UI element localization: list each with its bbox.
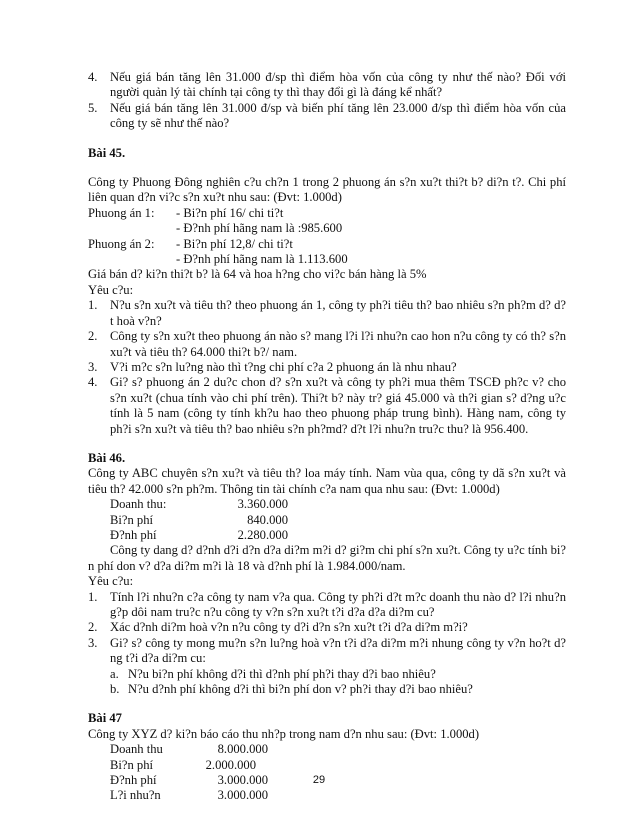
- list-number: 4.: [88, 375, 98, 390]
- list-text: Gi? s? công ty mong mu?n s?n lu?ng hoà v?n t?i d?a di?m m?i nhung công ty v?n ho?t d?ng t?i d?a di?m cu:: [110, 635, 566, 666]
- option-2-variable-cost: - Bi?n phí 12,8/ chi ti?t: [176, 236, 293, 251]
- sub-list-item: [110, 667, 566, 682]
- option-1-line-1: [88, 206, 566, 221]
- table-label: Đ?nh phí: [110, 773, 157, 788]
- option-1-fixed-cost: - Đ?nh phí hãng nam là :985.600: [176, 221, 343, 236]
- list-text: Công ty s?n xu?t theo phuong án nào s? mang l?i l?i nhu?n cao hon n?u công ty có th? s?n xu?t và tiêu th? 64.000 thi?t b?/ nam.: [110, 329, 566, 359]
- list-item: [88, 590, 566, 621]
- list-number: 3.: [88, 635, 98, 650]
- page-number: 29: [312, 774, 326, 786]
- table-value: 3.360.000: [237, 497, 288, 512]
- table-row: [110, 788, 566, 803]
- bai46-paragraph: Công ty dang d? d?nh d?i d?n d?a di?m m?i d? gi?m chi phí s?n xu?t. Công ty u?c tính bi?n phí don v? d?a di?m m?i là 18 và d?nh phí là 1.984.000/nam.: [88, 543, 566, 573]
- bai45-price: Giá bán d? ki?n thi?t b? là 64 và hoa h?ng cho vi?c bán hàng là 5%: [88, 267, 427, 282]
- list-text: Tính l?i nhu?n c?a công ty nam v?a qua. Công ty ph?i d?t m?c doanh thu nào d? l?i nhu?n g?p dôi nam tru?c n?u công ty v?n s?n xu?t t?i d?a d?a di?m cu?: [110, 589, 566, 619]
- list-number: 3.: [88, 359, 98, 374]
- list-number: 2.: [88, 620, 98, 635]
- bai46-title: Bài 46.: [88, 450, 126, 465]
- bai45-title: Bài 45.: [88, 145, 126, 160]
- sub-list-letter: a.: [110, 666, 119, 681]
- bai45-requirements-label: Yêu c?u:: [88, 282, 134, 297]
- table-label: Bi?n phí: [110, 757, 154, 772]
- table-row: [110, 497, 566, 512]
- list-text: Nếu giá bán tăng lên 31.000 đ/sp và biến phí tăng lên 23.000 đ/sp thì điểm hòa vốn của công ty sẽ như thế nào?: [110, 100, 566, 131]
- top-list: [88, 70, 566, 132]
- list-number: 2.: [88, 329, 98, 344]
- list-number: 1.: [88, 298, 98, 313]
- list-text: Nếu giá bán tăng lên 31.000 đ/sp thì điểm hòa vốn của công ty như thế nào? Đối với người quản lý tài chính tại công ty thì thay đổi gì là đáng kể nhất?: [110, 70, 566, 100]
- option-1-line-2: [88, 221, 566, 236]
- list-item: [88, 620, 566, 635]
- table-row: [110, 758, 566, 773]
- table-label: Bi?n phí: [110, 512, 154, 527]
- table-value: 840.000: [247, 512, 288, 527]
- bai47-intro: Công ty XYZ d? ki?n báo cáo thu nh?p trong nam d?n nhu sau: (Đvt: 1.000d): [88, 726, 480, 741]
- list-item: [88, 70, 566, 101]
- list-item: [88, 375, 566, 437]
- bai46-list: [88, 590, 566, 698]
- table-label: Đ?nh phí: [110, 527, 157, 542]
- list-number: 4.: [88, 70, 98, 84]
- sub-list-letter: b.: [110, 682, 120, 697]
- table-row: [110, 528, 566, 543]
- list-item: [88, 101, 566, 132]
- bai46-financial-table: [88, 497, 566, 543]
- document-page: [88, 70, 566, 804]
- table-label: Doanh thu: [110, 742, 163, 757]
- option-1-label: Phuong án 1:: [88, 205, 155, 220]
- list-number: 1.: [88, 589, 98, 604]
- table-value: 2.000.000: [205, 757, 256, 772]
- bai47-title: Bài 47: [88, 711, 122, 726]
- option-2-label: Phuong án 2:: [88, 236, 155, 251]
- table-label: L?i nhu?n: [110, 788, 161, 803]
- list-text: Xác d?nh di?m hoà v?n n?u công ty d?i d?n s?n xu?t t?i d?a di?m m?i?: [110, 620, 468, 635]
- table-value: 8.000.000: [217, 742, 268, 757]
- option-1-variable-cost: - Bi?n phí 16/ chi ti?t: [176, 205, 284, 220]
- option-2-line-1: [88, 237, 566, 252]
- table-label: Doanh thu:: [110, 497, 167, 512]
- bai45-list: [88, 298, 566, 437]
- bai45-intro: Công ty Phuong Đông nghiên c?u ch?n 1 trong 2 phuong án s?n xu?t thi?t b? di?n t?. Chi phí liên quan d?n vi?c s?n xu?t nhu sau: (Đvt: 1.000d): [88, 175, 566, 205]
- option-2-line-2: [88, 252, 566, 267]
- list-item: [88, 360, 566, 375]
- table-value: 2.280.000: [237, 527, 288, 542]
- list-item: [88, 298, 566, 329]
- table-row: [110, 742, 566, 757]
- list-text: V?i m?c s?n lu?ng nào thì t?ng chi phí c?a 2 phuong án là nhu nhau?: [110, 359, 457, 374]
- list-text: N?u s?n xu?t và tiêu th? theo phuong án 1, công ty ph?i tiêu th? bao nhiêu s?n ph?m d? d?t hoà v?n?: [110, 298, 566, 328]
- list-item: [88, 329, 566, 360]
- sub-list-item: [110, 682, 566, 697]
- list-number: 5.: [88, 100, 98, 115]
- table-value: 3.000.000: [217, 773, 268, 788]
- table-row: [110, 513, 566, 528]
- sub-list-text: N?u bi?n phí không d?i thì d?nh phí ph?i thay d?i bao nhiêu?: [128, 666, 436, 681]
- list-text: Gi? s? phuong án 2 du?c chon d? s?n xu?t và công ty ph?i mua thêm TSCĐ ph?c v? cho s?n xu?t (chua tính vào chi phí trên). Thi?t b? này tr? giá 45.000 và th?i gian s? d?ng u?c tính là 5 nam (công ty tính kh?u hao theo phuong pháp trung bình). Hàng nam, công ty ph?i s?n xu?t và tiêu th? bao nhiêu s?n ph?md? d?t l?i nhu?n tru?c thu? là 956.400.: [110, 375, 566, 436]
- sub-list-text: N?u d?nh phí không d?i thì bi?n phí don v? ph?i thay d?i bao nhiêu?: [128, 682, 473, 697]
- bai46-requirements-label: Yêu c?u:: [88, 574, 134, 589]
- bai46-intro: Công ty ABC chuyên s?n xu?t và tiêu th? loa máy tính. Nam vùa qua, công ty dã s?n xu?t và tiêu th? 42.000 s?n ph?m. Thông tin tài chính c?a nam qua nhu sau: (Đvt: 1.000d): [88, 466, 566, 496]
- table-value: 3.000.000: [217, 788, 268, 803]
- list-item: [88, 636, 566, 667]
- option-2-fixed-cost: - Đ?nh phí hãng nam là 1.113.600: [176, 252, 348, 267]
